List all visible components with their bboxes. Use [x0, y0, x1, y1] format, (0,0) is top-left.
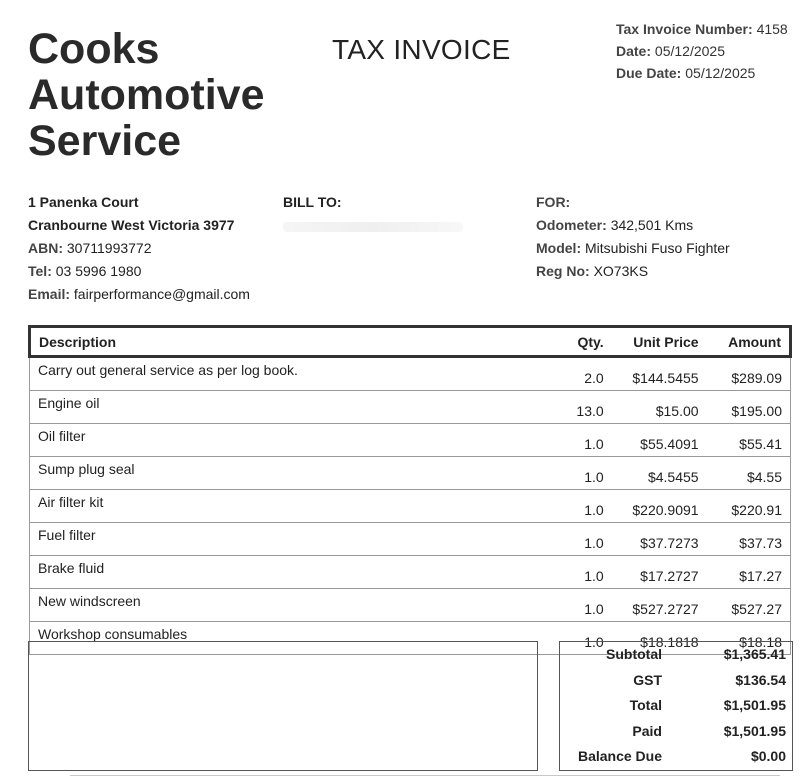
- item-unit-price: $527.2727: [612, 589, 707, 622]
- item-amount: $195.00: [707, 391, 791, 424]
- qty-header: Qty.: [556, 327, 612, 357]
- company-address: [28, 191, 250, 306]
- table-header-row: [30, 327, 791, 357]
- gst-row: [560, 668, 792, 694]
- invoice-number-row: [616, 18, 788, 40]
- line-items-table: [28, 325, 792, 655]
- email-value: fairperformance@gmail.com: [73, 286, 250, 302]
- item-qty: 1.0: [556, 523, 612, 556]
- odometer-value: 342,501 Kms: [610, 217, 694, 233]
- gst-label: GST: [633, 671, 662, 688]
- abn-label: ABN:: [28, 240, 63, 256]
- footer-divider: [70, 775, 780, 776]
- balance-due-row: [560, 744, 792, 770]
- invoice-date: 05/12/2025: [654, 43, 725, 59]
- tel-value: 03 5996 1980: [55, 263, 142, 279]
- gst-value: $136.54: [735, 671, 786, 688]
- table-row: [30, 589, 791, 622]
- abn-row: [28, 237, 250, 260]
- tel-label: Tel:: [28, 263, 52, 279]
- item-description: Brake fluid: [30, 556, 556, 589]
- item-unit-price: $144.5455: [612, 357, 707, 391]
- item-unit-price: $18.1818: [612, 622, 707, 655]
- paid-label: Paid: [632, 722, 662, 739]
- company-name: [28, 26, 265, 164]
- item-amount: $220.91: [707, 490, 791, 523]
- item-description: Oil filter: [30, 424, 556, 457]
- invoice-date-row: [616, 40, 788, 62]
- subtotal-row: [560, 642, 792, 668]
- odometer-row: [536, 214, 730, 237]
- table-row: [30, 357, 791, 391]
- tel-row: [28, 260, 250, 283]
- table-row: [30, 490, 791, 523]
- item-qty: 2.0: [556, 357, 612, 391]
- item-description: Workshop consumables: [30, 622, 556, 655]
- for-label: FOR:: [536, 194, 571, 210]
- item-unit-price: $37.7273: [612, 523, 707, 556]
- due-date: 05/12/2025: [685, 65, 756, 81]
- totals-box: [559, 641, 793, 771]
- model-label: Model:: [536, 240, 582, 256]
- due-date-row: [616, 62, 788, 84]
- total-value: $1,501.95: [723, 697, 786, 714]
- item-description: Sump plug seal: [30, 457, 556, 490]
- item-unit-price: $4.5455: [612, 457, 707, 490]
- item-description: Air filter kit: [30, 490, 556, 523]
- invoice-date-label: Date:: [616, 43, 652, 59]
- company-name-line: Automotive: [28, 71, 265, 119]
- abn-value: 30711993772: [66, 240, 152, 256]
- balance-due-label: Balance Due: [577, 748, 662, 765]
- suburb-address: Cranbourne West Victoria 3977: [28, 217, 235, 233]
- company-name-line: Service: [28, 117, 182, 165]
- item-unit-price: $15.00: [612, 391, 707, 424]
- paid-row: [560, 719, 792, 745]
- email-row: [28, 283, 250, 306]
- item-qty: 1.0: [556, 490, 612, 523]
- item-amount: $55.41: [707, 424, 791, 457]
- paid-value: $1,501.95: [723, 722, 786, 739]
- item-amount: $289.09: [707, 357, 791, 391]
- subtotal-value: $1,365.41: [723, 646, 786, 662]
- item-amount: $18.18: [707, 622, 791, 655]
- item-qty: 1.0: [556, 622, 612, 655]
- model-row: [536, 237, 730, 260]
- invoice-number-label: Tax Invoice Number:: [616, 21, 753, 37]
- notes-box: [28, 641, 538, 771]
- total-label: Total: [629, 697, 662, 714]
- reg-label: Reg No:: [536, 263, 590, 279]
- unit-price-header: Unit Price: [612, 327, 707, 357]
- total-row: [560, 693, 792, 719]
- email-label: Email:: [28, 286, 71, 302]
- bill-to-label: BILL TO:: [283, 194, 342, 210]
- item-amount: $17.27: [707, 556, 791, 589]
- invoice-number: 4158: [756, 21, 788, 37]
- balance-due-value: $0.00: [750, 748, 786, 765]
- item-description: Carry out general service as per log book.: [30, 357, 556, 391]
- item-unit-price: $220.9091: [612, 490, 707, 523]
- table-row: [30, 556, 791, 589]
- reg-value: XO73KS: [593, 263, 649, 279]
- item-qty: 13.0: [556, 391, 612, 424]
- item-qty: 1.0: [556, 424, 612, 457]
- item-unit-price: $55.4091: [612, 424, 707, 457]
- item-unit-price: $17.2727: [612, 556, 707, 589]
- item-description: Fuel filter: [30, 523, 556, 556]
- document-title: TAX INVOICE: [332, 34, 511, 65]
- odometer-label: Odometer:: [536, 217, 607, 233]
- item-qty: 1.0: [556, 556, 612, 589]
- item-qty: 1.0: [556, 457, 612, 490]
- subtotal-label: Subtotal: [606, 646, 662, 662]
- item-description: New windscreen: [30, 589, 556, 622]
- reg-row: [536, 260, 730, 283]
- due-date-label: Due Date:: [616, 65, 682, 81]
- table-row: [30, 391, 791, 424]
- bill-to-redacted: [283, 222, 463, 232]
- vehicle-details: [536, 191, 730, 283]
- table-row: [30, 523, 791, 556]
- item-amount: $37.73: [707, 523, 791, 556]
- item-qty: 1.0: [556, 589, 612, 622]
- table-row: [30, 457, 791, 490]
- invoice-meta: [616, 18, 788, 84]
- description-header: Description: [30, 327, 556, 357]
- street-address: 1 Panenka Court: [28, 194, 139, 210]
- model-value: Mitsubishi Fuso Fighter: [585, 240, 730, 256]
- item-amount: $527.27: [707, 589, 791, 622]
- company-name-line: Cooks: [28, 25, 160, 73]
- item-description: Engine oil: [30, 391, 556, 424]
- amount-header: Amount: [707, 327, 791, 357]
- table-row: [30, 424, 791, 457]
- item-amount: $4.55: [707, 457, 791, 490]
